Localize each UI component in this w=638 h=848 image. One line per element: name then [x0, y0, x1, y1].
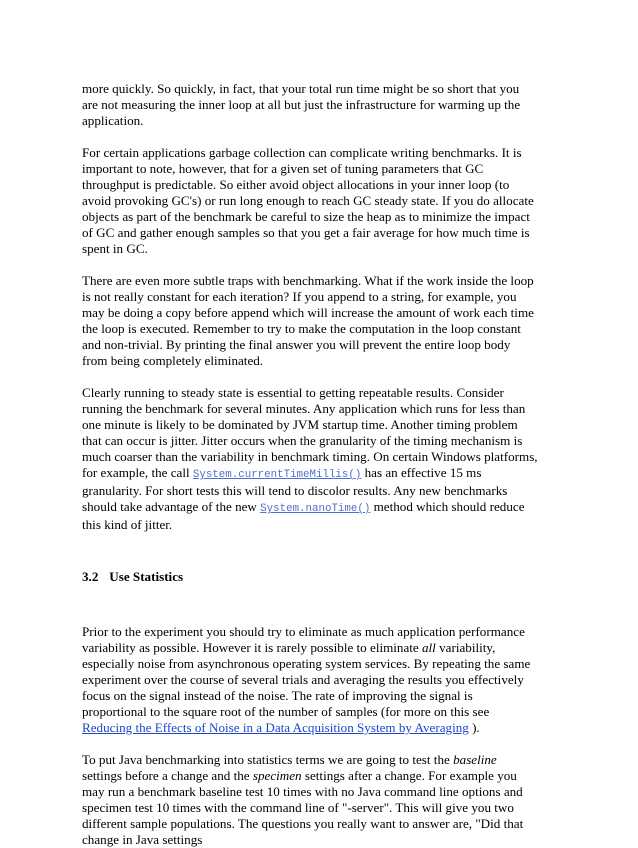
paragraph-gc: For certain applications garbage collection can complicate writing benchmarks. It is important to note, however, that for a given set of tuning parameters that GC throughput is predictable. So either avoid object allocations in your inner loop (to avoid provoking GC's) or run long enough to reach GC steady state. If you do allocate objects as part of the benchmark be careful to size the heap as to minimize the impact of GC and gather enough samples so that you get a fair average for how much time is spent in GC.: [82, 145, 534, 256]
section-title: Use Statistics: [109, 569, 184, 584]
section-number: 3.2: [82, 569, 99, 584]
text-run: method which should reduce this kind of jitter.: [82, 499, 525, 532]
emphasis-baseline: baseline: [453, 752, 497, 767]
link-nanotime[interactable]: System.nanoTime(): [260, 503, 371, 515]
emphasis-specimen: specimen: [252, 768, 302, 783]
paragraph-warmup: more quickly. So quickly, in fact, that your total run time might be so short that you are not measuring the inner loop at all but just the infrastructure for warming up the application.: [82, 81, 521, 128]
paragraph-steady-state: [82, 385, 538, 533]
link-noise-averaging[interactable]: Reducing the Effects of Noise in a Data Acquisition System by Averaging: [82, 720, 469, 735]
emphasis-all: all: [422, 640, 436, 655]
text-run: Prior to the experiment you should try to eliminate as much application performance variability as possible. However it is rarely possible to eliminate: [82, 624, 525, 655]
paragraph-variability: [82, 624, 538, 736]
section-heading: [82, 569, 538, 585]
paragraph-statistics-terms: [82, 752, 538, 848]
text-run: settings before a change and the: [82, 768, 253, 783]
link-currenttimemillis[interactable]: System.currentTimeMillis(): [192, 469, 362, 481]
text-run: To put Java benchmarking into statistics terms we are going to test the: [82, 752, 454, 767]
text-run: has an effective 15 ms granularity. For short tests this will tend to discolor results. Any new benchmarks should take advantage of the new: [82, 465, 508, 514]
text-run: ).: [468, 720, 480, 735]
text-run: Clearly running to steady state is essential to getting repeatable results. Consider running the benchmark for several minutes. Any application which runs for less than one minute is likely to be dominated by JVM startup time. Another timing problem that can occur is jitter. Jitter occurs when the granularity of the timing mechanism is much coarser than the variability in benchmark timing. On certain Windows platforms, for example, the call: [82, 385, 538, 480]
text-run: variability, especially noise from asynchronous operating system services. By repeating the same experiment over the course of several trials and averaging the results you effectively focus on the signal instead of the noise. The rate of improving the signal is proportional to the square root of the number of samples (for more on this see: [82, 640, 531, 719]
text-run: settings after a change. For example you may run a benchmark baseline test 10 times with no Java command line options and specimen test 10 times with the command line of "-server". This will give you two different sample populations. The questions you really want to answer are, "Did that change in Java settings: [82, 768, 524, 847]
paragraph-subtle-traps: There are even more subtle traps with benchmarking. What if the work inside the loop is not really constant for each iteration? If you append to a string, for example, you may be doing a copy before append which will increase the amount of work each time the loop is executed. Remember to try to make the computation in the loop constant and non-trivial. By printing the final answer you will prevent the entire loop body from being completely eliminated.: [82, 273, 534, 368]
